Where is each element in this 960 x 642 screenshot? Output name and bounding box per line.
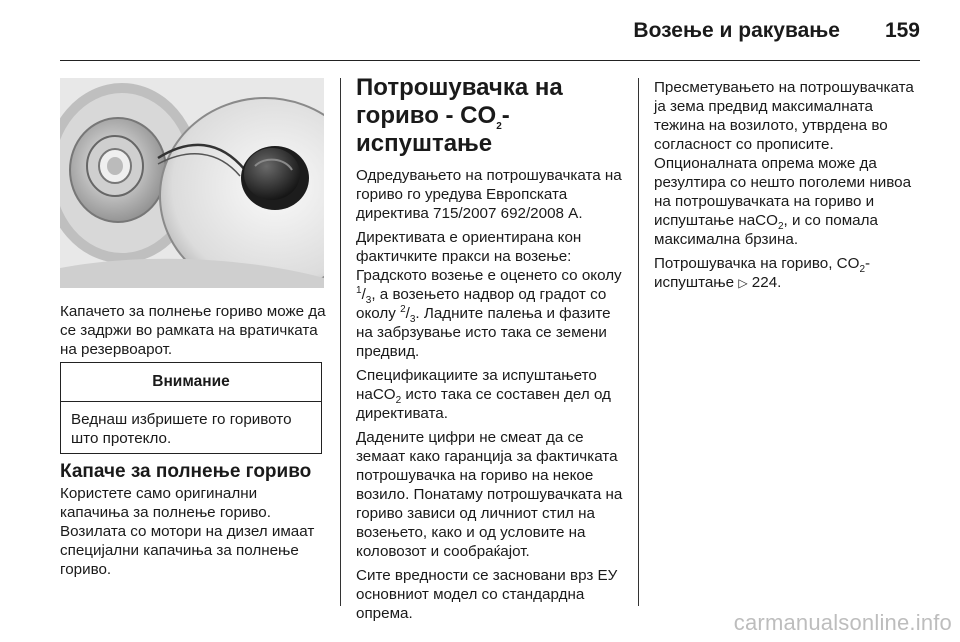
column-divider	[340, 78, 341, 606]
page-header	[60, 0, 920, 61]
warning-box	[60, 362, 322, 454]
fuel-filler-cap-illustration-icon	[60, 78, 324, 288]
warning-title: Внимание	[61, 363, 321, 402]
paragraph: Одредувањето на потрошувачката на гориво го уредува Европската директива 715/2007 692/2008 A.	[356, 167, 622, 222]
reference-page-link[interactable]: 224.	[751, 274, 782, 291]
column-divider	[638, 78, 639, 606]
paragraph: Директивата е ориентирана кон фактичките пракси на возење: Градското возење е оценето со околу $^1/_3$, а возењето надвор од градот со околу $^2/_3$. Ладните палења и фазите на забрзување исто така се земени предвид.	[356, 229, 622, 360]
section-heading-fuel-cap: Капаче за полнење гориво	[60, 461, 312, 482]
paragraph: Спецификациите за испуштањето наCO$_2$ исто така се составен дел од директивата.	[356, 367, 611, 422]
section-heading-consumption: Потрошувачка на гориво - $CO_2$-испуштање	[356, 74, 563, 157]
section-text-fuel-cap: Користете само оригинални капачиња за полнење гориво. Возилата со мотори на дизел имаат специјални капачиња за полнење гориво.	[60, 485, 315, 578]
column-three	[654, 78, 926, 298]
cross-reference: Потрошувачка на гориво, $CO_2$-испуштање ▷ 224.	[654, 255, 871, 291]
column-two	[356, 74, 628, 628]
watermark: carmanualsonline.info	[733, 610, 952, 635]
fuel-filler-figure	[60, 78, 324, 288]
warning-text: Веднаш избришете го горивото што протекло.	[71, 411, 292, 447]
paragraph: Сите вредности се засновани врз ЕУ основниот модел со стандардна опрема.	[356, 567, 618, 622]
page-number: 159	[884, 19, 920, 42]
figure-caption: Капачето за полнење гориво може да се задржи во рамката на вратичката на резервоарот.	[60, 303, 326, 358]
arrow-right-outline-icon: ▷	[738, 276, 748, 290]
paragraph: Пресметувањето на потрошувачката ја зема предвид максималната тежина на возилото, утврдена во согласност со прописите. Опционалната опрема може да резултира со нешто поголеми нивоа на потрошувачката на гориво и испуштање наCO$_2$, и со помала максимална брзина.	[654, 79, 914, 248]
paragraph: Дадените цифри не смеат да се земаат како гаранција за фактичката потрошувачка на гориво на некое возило. Понатаму потрошувачката на гориво зависи од личниот стил на возењето, како и од условите на коловозот и сообраќајот.	[356, 429, 623, 560]
section-title: Возење и ракување	[633, 19, 840, 42]
